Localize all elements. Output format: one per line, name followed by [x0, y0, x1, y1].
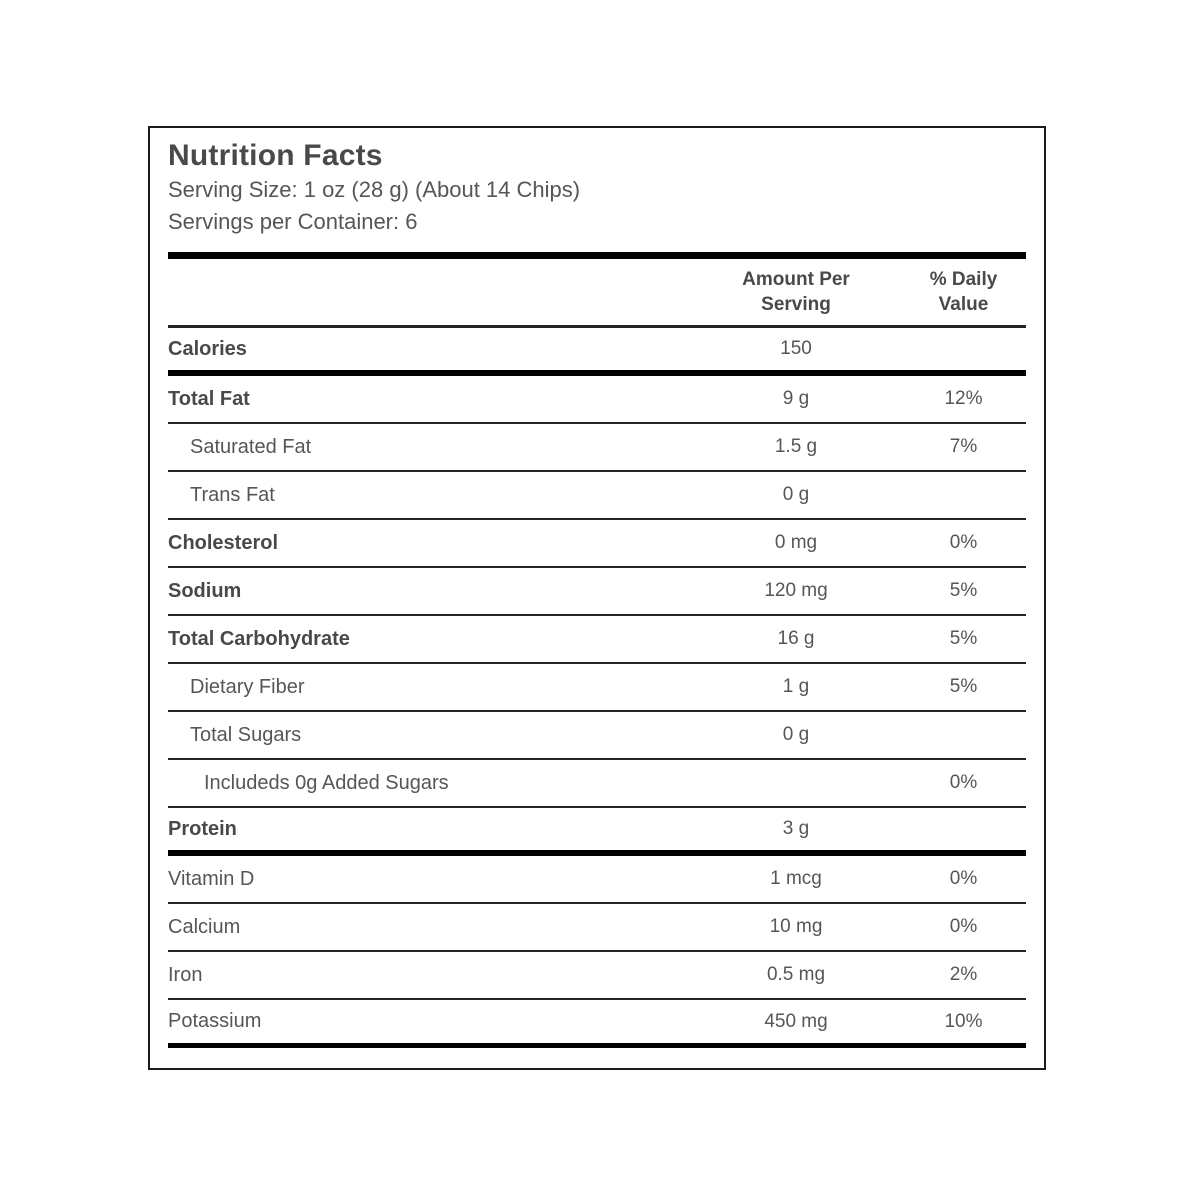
table-row — [168, 568, 1026, 616]
nutrient-daily-value: 7% — [949, 436, 978, 457]
nutrient-amount: 150 — [780, 338, 812, 359]
nutrient-name: Calcium — [168, 915, 241, 938]
nutrient-name: Includeds 0g Added Sugars — [204, 771, 449, 794]
column-header-amount — [691, 267, 901, 317]
nutrient-amount: 10 mg — [769, 916, 823, 937]
nutrient-name: Calories — [168, 337, 247, 360]
nutrient-daily-value: 0% — [949, 772, 978, 793]
nutrient-name: Total Carbohydrate — [168, 627, 350, 650]
nutrient-amount: 1.5 g — [774, 436, 818, 457]
table-row — [168, 376, 1026, 424]
nutrient-name: Sodium — [168, 579, 242, 602]
table-row — [168, 472, 1026, 520]
table-row — [168, 424, 1026, 472]
column-header-amount-line1: Amount Per — [742, 269, 850, 290]
nutrient-daily-value: 5% — [949, 628, 978, 649]
nutrient-name: Total Fat — [168, 387, 250, 410]
nutrient-daily-value: 5% — [949, 676, 978, 697]
table-row — [168, 520, 1026, 568]
nutrient-amount: 3 g — [782, 818, 810, 839]
serving-size-text: Serving Size: 1 oz (28 g) (About 14 Chips) — [168, 177, 581, 202]
nutrient-name: Cholesterol — [168, 531, 279, 554]
nutrient-name: Protein — [168, 817, 237, 840]
nutrient-daily-value: 0% — [949, 532, 978, 553]
nutrient-amount: 0 g — [782, 724, 810, 745]
nutrient-daily-value: 0% — [949, 868, 978, 889]
nutrient-amount: 450 mg — [764, 1010, 828, 1032]
column-header-amount-line2: Serving — [761, 294, 831, 315]
nutrient-amount: 0.5 mg — [766, 964, 826, 985]
nutrient-name: Iron — [168, 963, 203, 986]
table-row — [168, 1000, 1026, 1048]
nutrient-daily-value: 0% — [949, 916, 978, 937]
table-row — [168, 904, 1026, 952]
table-row — [168, 856, 1026, 904]
table-row — [168, 664, 1026, 712]
nutrient-daily-value: 10% — [944, 1010, 983, 1032]
nutrient-daily-value: 2% — [949, 964, 978, 985]
servings-per-container-text: Servings per Container: 6 — [168, 209, 418, 234]
divider-thick-top — [168, 252, 1026, 259]
nutrient-name: Saturated Fat — [190, 435, 312, 458]
nutrient-daily-value: 12% — [944, 388, 983, 409]
nutrient-amount: 120 mg — [764, 580, 828, 601]
column-header-daily-value — [901, 267, 1026, 317]
nutrition-facts-label — [148, 126, 1046, 1070]
table-row — [168, 808, 1026, 856]
nutrient-name: Potassium — [168, 1010, 262, 1032]
nutrient-amount: 1 mcg — [770, 868, 822, 889]
nutrient-amount: 16 g — [777, 628, 815, 649]
nutrient-name: Dietary Fiber — [190, 675, 305, 698]
nutrient-amount: 0 g — [782, 484, 810, 505]
nutrient-amount: 0 mg — [774, 532, 818, 553]
column-header-daily-value-line2: Value — [938, 294, 989, 315]
nutrient-rows — [168, 328, 1026, 1048]
table-row — [168, 712, 1026, 760]
nutrient-amount: 9 g — [782, 388, 810, 409]
nutrient-daily-value: 5% — [949, 580, 978, 601]
table-row — [168, 616, 1026, 664]
column-header-daily-value-line1: % Daily — [929, 269, 998, 290]
nutrient-name: Trans Fat — [190, 483, 275, 506]
table-row — [168, 952, 1026, 1000]
label-title: Nutrition Facts — [168, 139, 383, 172]
nutrient-name: Vitamin D — [168, 867, 255, 890]
table-row — [168, 328, 1026, 376]
nutrient-amount: 1 g — [782, 676, 810, 697]
nutrient-name: Total Sugars — [190, 723, 302, 746]
table-row — [168, 760, 1026, 808]
column-header-row — [168, 259, 1026, 325]
